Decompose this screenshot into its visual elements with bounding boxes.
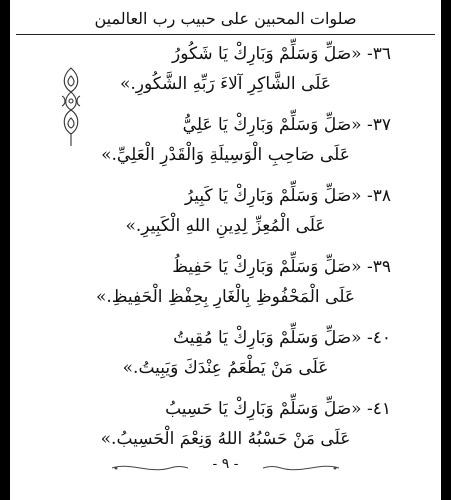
entry-line-1: ٣٨- «صَلِّ وَسَلِّمْ وَبَارِكْ يَا كَبِيرُ	[184, 186, 391, 206]
footer-flourish-right-icon	[261, 462, 341, 474]
entry-line-2: عَلَى صَاحِبِ الْوَسِيلَةِ وَالْقَدْرِ الْعَلِيِّ.»	[101, 145, 350, 165]
entry-line-1: ٣٦- «صَلِّ وَسَلِّمْ وَبَارِكْ يَا شَكُورُ	[171, 44, 391, 64]
entry-line-2: عَلَى الشَّاكِرِ آلاءَ رَبِّهِ الشَّكُورِ.»	[120, 74, 331, 94]
header-rule	[16, 34, 435, 35]
entry-line-1: ٤١- «صَلِّ وَسَلِّمْ وَبَارِكْ يَا حَسِيبُ	[165, 399, 391, 419]
entry-line-1: ٣٩- «صَلِّ وَسَلِّمْ وَبَارِكْ يَا حَفِيظُ	[172, 257, 391, 277]
page-header: صلوات المحبين على حبيب رب العالمين	[94, 9, 357, 28]
entry-line-1: ٣٧- «صَلِّ وَسَلِّمْ وَبَارِكْ يَا عَلِيُّ	[182, 115, 391, 135]
entry-line-2: عَلَى الْمَحْفُوظِ بِالْغَارِ بِحِفْظِ الْحَفِيظِ.»	[95, 287, 356, 307]
entry-line-2: عَلَى مَنْ حَسْبُهُ اللهُ وَنِعْمَ الْحَسِيبُ.»	[100, 429, 351, 449]
entry-line-2: عَلَى الْمُعِزِّ لِدِينِ اللهِ الْكَبِيرِ.»	[125, 216, 326, 236]
entry-line-2: عَلَى مَنْ يَطْعَمُ عِنْدَكَ وَيَبِيتُ.»	[122, 358, 329, 378]
page-number: - ٩ -	[212, 456, 239, 472]
book-page	[10, 0, 441, 500]
page-footer	[70, 456, 381, 480]
entry-line-1: ٤٠- «صَلِّ وَسَلِّمْ وَبَارِكْ يَا مُقِيتُ	[173, 328, 391, 348]
